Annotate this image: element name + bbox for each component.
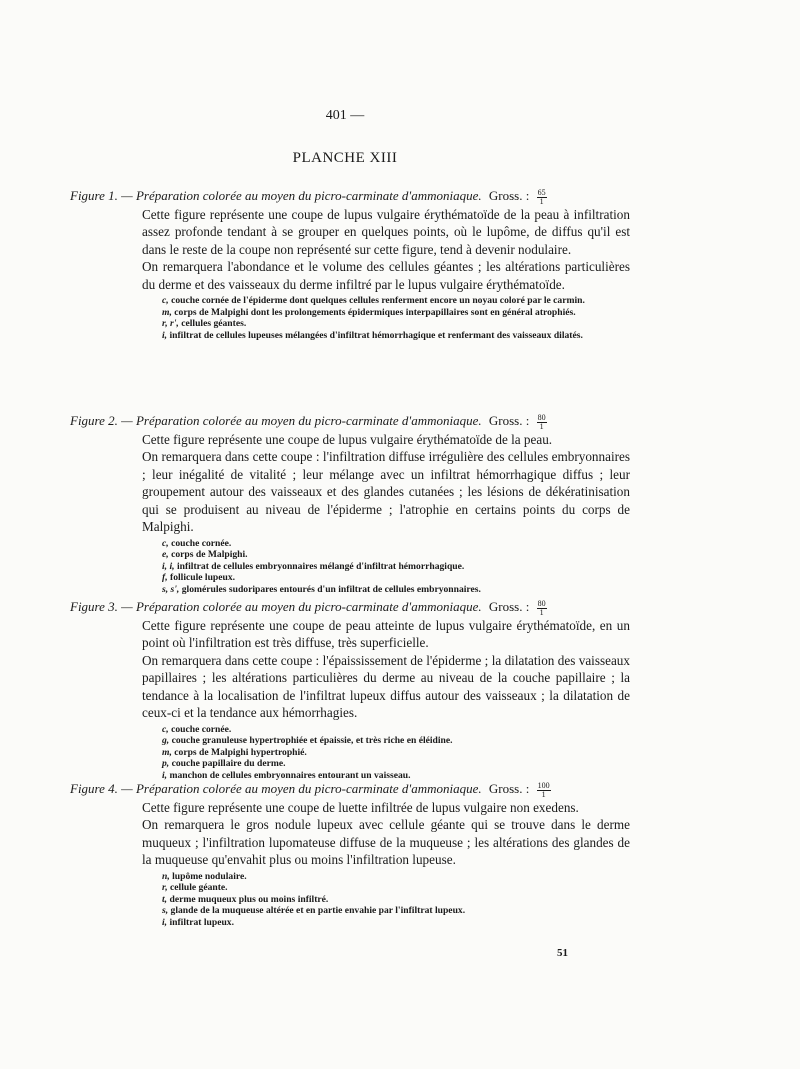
magnification-numerator: 80 — [537, 598, 546, 608]
legend-key: r, r', — [162, 318, 179, 330]
legend-key: c, — [162, 295, 169, 307]
figure-label: Figure 3. — [70, 599, 118, 614]
legend-item — [162, 871, 630, 883]
legend-text: derme muqueux plus ou moins infiltré. — [169, 893, 329, 905]
figure-1-block — [70, 187, 630, 341]
magnification-fraction — [537, 414, 547, 431]
figure-heading — [70, 412, 630, 431]
magnification-label: Gross. : — [488, 781, 530, 796]
legend-key: i, — [162, 769, 168, 781]
legend-key: e, — [162, 549, 169, 561]
legend-item — [162, 330, 630, 342]
page-number: 401 — — [325, 108, 365, 123]
figure-paragraph: On remarquera le gros nodule lupeux avec cellule géante qui se trouve dans le derme muqueux ; l'infiltration lupomateuse diffuse de la muqueuse ; les altérations des glandes de la muqueuse qu'envahit plus ou moins l'infiltration lupeuse. — [142, 817, 630, 868]
magnification-label: Gross. : — [488, 188, 530, 203]
legend-text: corps de Malpighi hypertrophié. — [174, 746, 307, 758]
magnification-denominator: 1 — [539, 607, 544, 617]
legend-text: infiltrat lupeux. — [169, 916, 234, 928]
magnification-fraction — [537, 782, 551, 799]
legend-text: corps de Malpighi. — [171, 549, 248, 561]
figure-paragraph: On remarquera dans cette coupe : l'épaississement de l'épiderme ; la dilatation des vaisseaux papillaires ; les altérations particulières du derme au niveau de la couche papillaire ; la tendance à la localisation de l'infiltrat lupeux diffus autour des vaisseaux ; la dilatation de ceux-ci et la tendance aux hémorrhagies. — [142, 652, 630, 721]
legend-item — [162, 538, 630, 550]
figure-paragraph: Cette figure représente une coupe de peau atteinte de lupus vulgaire érythématoïde, en un point où l'infiltration est très diffuse, très superficielle. — [142, 617, 630, 651]
legend-key: s, s', — [162, 583, 180, 595]
magnification-denominator: 1 — [539, 421, 544, 431]
legend-item — [162, 295, 630, 307]
legend-key: g, — [162, 735, 170, 747]
figure-4-block — [70, 780, 630, 928]
figure-label: Figure 4. — [70, 781, 118, 796]
legend-item — [162, 549, 630, 561]
figure-title: — Préparation colorée au moyen du picro-carminate d'ammoniaque. — [121, 188, 482, 203]
legend-item — [162, 572, 630, 584]
legend-key: c, — [162, 723, 169, 735]
figure-heading — [70, 187, 630, 206]
legend-text: couche cornée. — [171, 537, 232, 549]
legend-item — [162, 747, 630, 759]
legend-key: p, — [162, 758, 170, 770]
legend-item — [162, 724, 630, 736]
legend-key: t, — [162, 893, 168, 905]
legend-text: glomérules sudoripares entourés d'un infiltrat de cellules embryonnaires. — [181, 583, 481, 595]
figure-heading — [70, 598, 630, 617]
figure-paragraph: Cette figure représente une coupe de lupus vulgaire érythématoïde de la peau. — [142, 431, 553, 447]
legend-text: couche cornée. — [171, 723, 232, 735]
legend-key: i, — [162, 329, 168, 341]
magnification-fraction — [537, 600, 547, 617]
legend-key: m, — [162, 306, 172, 318]
legend-item — [162, 905, 630, 917]
legend-key: c, — [162, 537, 169, 549]
legend-key: i, — [162, 916, 168, 928]
legend-text: manchon de cellules embryonnaires entourant un vaisseau. — [169, 769, 411, 781]
legend-item — [162, 758, 630, 770]
magnification-numerator: 100 — [537, 780, 550, 790]
legend-item — [162, 894, 630, 906]
figure-title: — Préparation colorée au moyen du picro-carminate d'ammoniaque. — [121, 599, 482, 614]
legend-text: couche papillaire du derme. — [171, 758, 286, 770]
legend-text: glande de la muqueuse altérée et en partie envahie par l'infiltrat lupeux. — [170, 905, 466, 917]
figure-paragraph: On remarquera l'abondance et le volume des cellules géantes ; les altérations particulières du derme et des vaisseaux du derme infiltré par le lupus vulgaire érythématoïde. — [142, 259, 630, 292]
legend-text: couche granuleuse hypertrophiée et épaissie, et très riche en éléidine. — [171, 735, 453, 747]
legend-item — [162, 584, 630, 596]
figure-label: Figure 1. — [70, 188, 118, 203]
legend-item — [162, 318, 630, 330]
legend-text: corps de Malpighi dont les prolongements épidermiques interpapillaires sont en général atrophiés. — [174, 306, 576, 318]
legend-text: cellule géante. — [170, 882, 228, 894]
legend-item — [162, 307, 630, 319]
figure-2-block — [70, 412, 630, 595]
plate-title: PLANCHE XIII — [292, 150, 398, 166]
figure-legend — [70, 871, 630, 929]
legend-item — [162, 882, 630, 894]
legend-key: n, — [162, 870, 170, 882]
legend-key: f, — [162, 572, 168, 584]
figure-legend — [70, 724, 630, 782]
legend-item — [162, 917, 630, 929]
legend-text: infiltrat de cellules lupeuses mélangées d'infiltrat hémorrhagique et renfermant des vaisseaux dilatés. — [169, 329, 583, 341]
figure-paragraph: On remarquera dans cette coupe : l'infiltration diffuse irrégulière des cellules embryonnaires ; leur inégalité de vitalité ; leur mélange avec un infiltrat hémorrhagique diffus ; leur groupement autour des vaisseaux et des glandes cutanées ; les lésions de dékératinisation qui se produisent au niveau de l'épiderme ; l'atrophie en certains points du corps de Malpighi. — [142, 449, 630, 535]
magnification-denominator: 1 — [539, 196, 544, 206]
legend-key: r, — [162, 882, 168, 894]
legend-text: infiltrat de cellules embryonnaires mélangé d'infiltrat hémorrhagique. — [176, 560, 465, 572]
magnification-label: Gross. : — [488, 413, 530, 428]
figure-label: Figure 2. — [70, 413, 118, 428]
legend-item — [162, 561, 630, 573]
magnification-fraction — [537, 189, 547, 206]
figure-legend — [70, 295, 630, 341]
magnification-numerator: 80 — [537, 412, 546, 422]
figure-3-block — [70, 598, 630, 781]
magnification-numerator: 65 — [537, 187, 546, 197]
magnification-denominator: 1 — [541, 789, 546, 799]
legend-text: cellules géantes. — [181, 318, 247, 330]
legend-key: s, — [162, 905, 169, 917]
figure-heading — [70, 780, 630, 799]
figure-legend — [70, 538, 630, 596]
magnification-label: Gross. : — [488, 599, 530, 614]
figure-title: — Préparation colorée au moyen du picro-carminate d'ammoniaque. — [121, 781, 482, 796]
legend-item — [162, 735, 630, 747]
legend-key: m, — [162, 746, 172, 758]
legend-key: i, i, — [162, 560, 175, 572]
figure-title: — Préparation colorée au moyen du picro-carminate d'ammoniaque. — [121, 413, 482, 428]
figure-paragraph: Cette figure représente une coupe de luette infiltrée de lupus vulgaire non exedens. — [142, 799, 579, 815]
legend-text: couche cornée de l'épiderme dont quelques cellules renferment encore un noyau coloré par le carmin. — [171, 295, 585, 307]
figure-paragraph: Cette figure représente une coupe de lupus vulgaire érythématoïde de la peau à infiltration assez profonde tendant à se grouper en quelques points, où le lupôme, de diffus qu'il est dans le reste de la coupe non représenté sur cette figure, tend à devenir nodulaire. — [142, 206, 630, 257]
signature-mark: 51 — [557, 947, 568, 959]
legend-text: lupôme nodulaire. — [172, 870, 247, 882]
legend-text: follicule lupeux. — [170, 572, 236, 584]
